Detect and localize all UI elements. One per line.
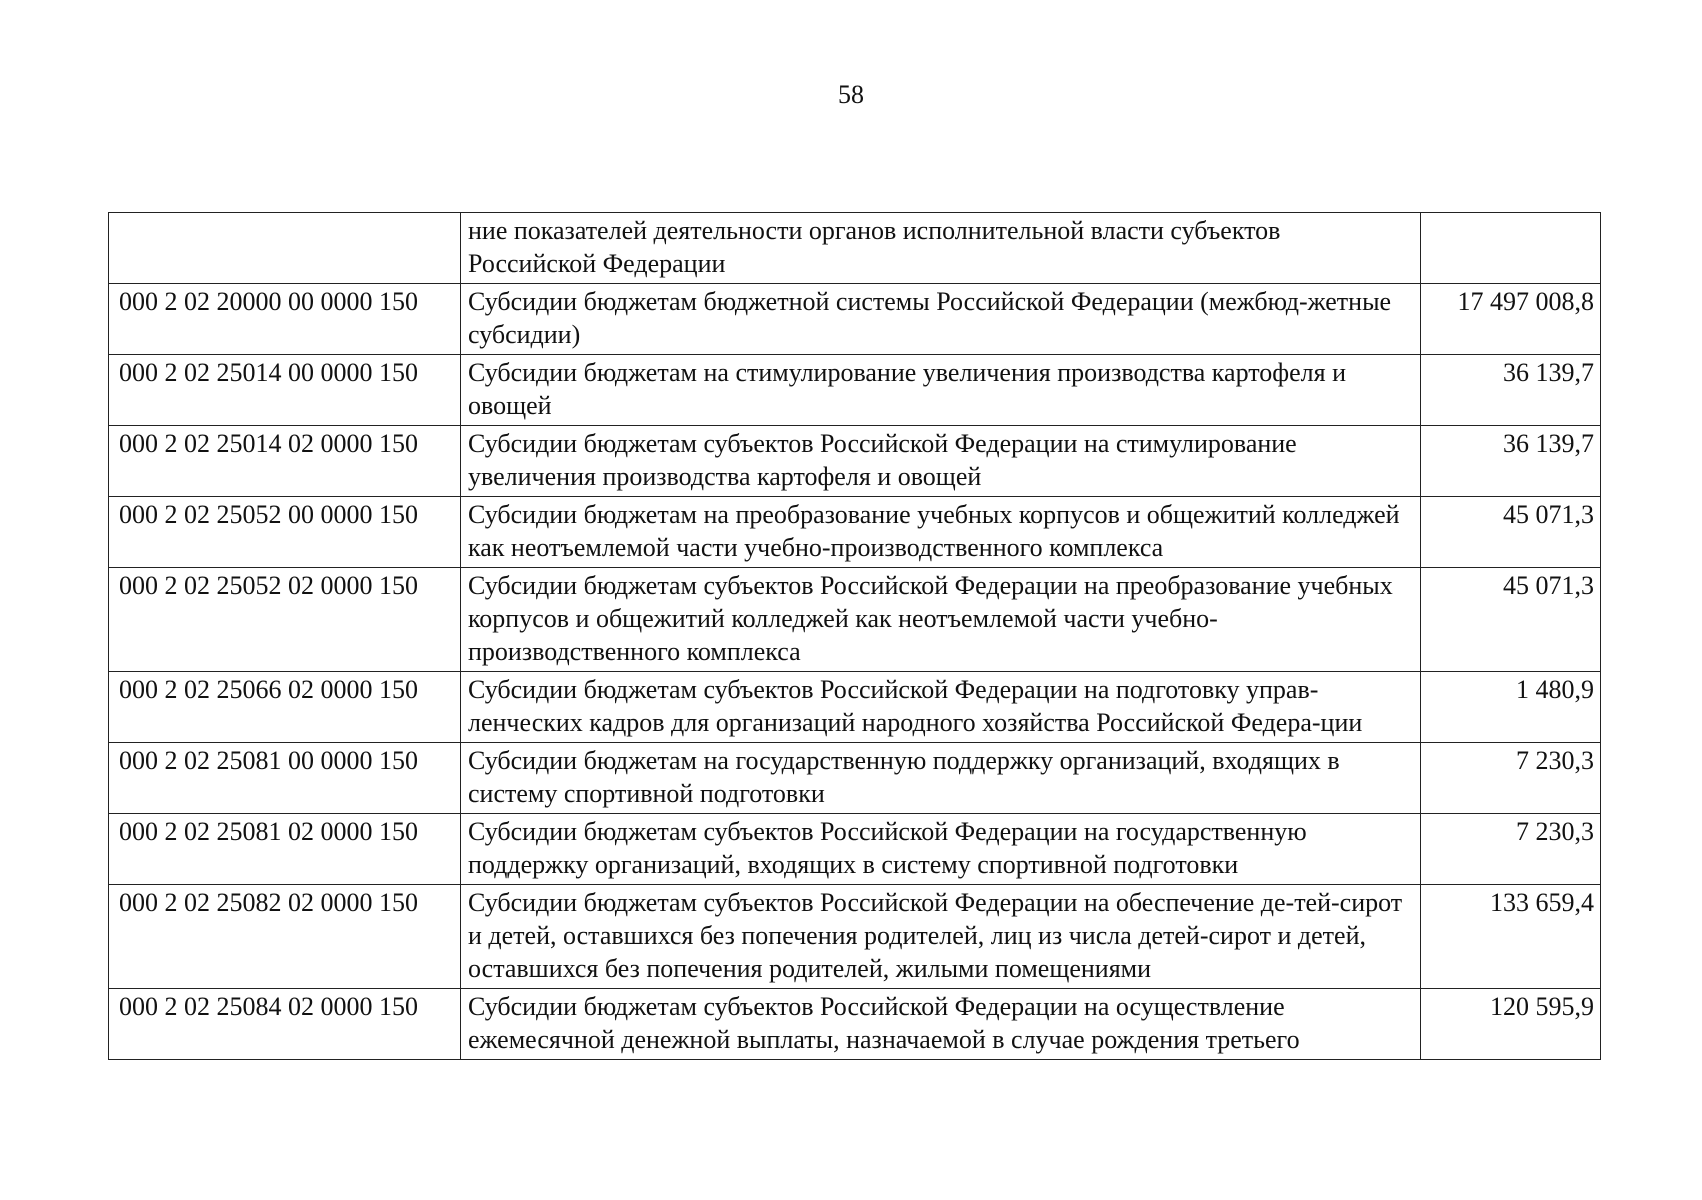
budget-code: 000 2 02 25066 02 0000 150 xyxy=(109,672,461,743)
budget-amount: 36 139,7 xyxy=(1421,426,1601,497)
budget-description: Субсидии бюджетам субъектов Российской Федерации на подготовку управ-ленческих кадров для организаций народного хозяйства Российской Федера-ции xyxy=(461,672,1421,743)
budget-amount: 45 071,3 xyxy=(1421,497,1601,568)
table-row xyxy=(109,568,1601,672)
budget-code: 000 2 02 25052 02 0000 150 xyxy=(109,568,461,672)
budget-amount: 45 071,3 xyxy=(1421,568,1601,672)
budget-description: ние показателей деятельности органов исполнительной власти субъектов Российской Федерации xyxy=(461,213,1421,284)
budget-description: Субсидии бюджетам на государственную поддержку организаций, входящих в систему спортивной подготовки xyxy=(461,743,1421,814)
budget-code: 000 2 02 20000 00 0000 150 xyxy=(109,284,461,355)
budget-amount: 133 659,4 xyxy=(1421,885,1601,989)
table-row xyxy=(109,743,1601,814)
table-row xyxy=(109,284,1601,355)
budget-code: 000 2 02 25014 02 0000 150 xyxy=(109,426,461,497)
budget-description: Субсидии бюджетам субъектов Российской Федерации на обеспечение де-тей-сирот и детей, оставшихся без попечения родителей, лиц из числа детей-сирот и детей, оставшихся без попечения родителей, жилыми помещениями xyxy=(461,885,1421,989)
budget-description: Субсидии бюджетам на преобразование учебных корпусов и общежитий колледжей как неотъемлемой части учебно-производственного комплекса xyxy=(461,497,1421,568)
table-row xyxy=(109,426,1601,497)
page-number: 58 xyxy=(838,80,864,109)
budget-description: Субсидии бюджетам субъектов Российской Федерации на государственную поддержку организаций, входящих в систему спортивной подготовки xyxy=(461,814,1421,885)
budget-description: Субсидии бюджетам субъектов Российской Федерации на стимулирование увеличения производства картофеля и овощей xyxy=(461,426,1421,497)
budget-description: Субсидии бюджетам субъектов Российской Федерации на осуществление ежемесячной денежной выплаты, назначаемой в случае рождения третьего xyxy=(461,989,1421,1060)
table-row xyxy=(109,672,1601,743)
budget-code: 000 2 02 25082 02 0000 150 xyxy=(109,885,461,989)
table-row xyxy=(109,814,1601,885)
budget-code: 000 2 02 25081 00 0000 150 xyxy=(109,743,461,814)
budget-amount: 17 497 008,8 xyxy=(1421,284,1601,355)
budget-table xyxy=(108,212,1601,1060)
budget-code: 000 2 02 25014 00 0000 150 xyxy=(109,355,461,426)
budget-code: 000 2 02 25052 00 0000 150 xyxy=(109,497,461,568)
budget-amount: 7 230,3 xyxy=(1421,743,1601,814)
table-row xyxy=(109,885,1601,989)
budget-code: 000 2 02 25084 02 0000 150 xyxy=(109,989,461,1060)
budget-code xyxy=(109,213,461,284)
budget-amount: 36 139,7 xyxy=(1421,355,1601,426)
table-row xyxy=(109,497,1601,568)
budget-amount: 120 595,9 xyxy=(1421,989,1601,1060)
table-row xyxy=(109,989,1601,1060)
budget-amount xyxy=(1421,213,1601,284)
budget-description: Субсидии бюджетам на стимулирование увеличения производства картофеля и овощей xyxy=(461,355,1421,426)
budget-amount: 1 480,9 xyxy=(1421,672,1601,743)
budget-description: Субсидии бюджетам бюджетной системы Российской Федерации (межбюд-жетные субсидии) xyxy=(461,284,1421,355)
budget-description: Субсидии бюджетам субъектов Российской Федерации на преобразование учебных корпусов и общежитий колледжей как неотъемлемой части учебно-производственного комплекса xyxy=(461,568,1421,672)
budget-amount: 7 230,3 xyxy=(1421,814,1601,885)
budget-code: 000 2 02 25081 02 0000 150 xyxy=(109,814,461,885)
table-row xyxy=(109,355,1601,426)
table-row xyxy=(109,213,1601,284)
